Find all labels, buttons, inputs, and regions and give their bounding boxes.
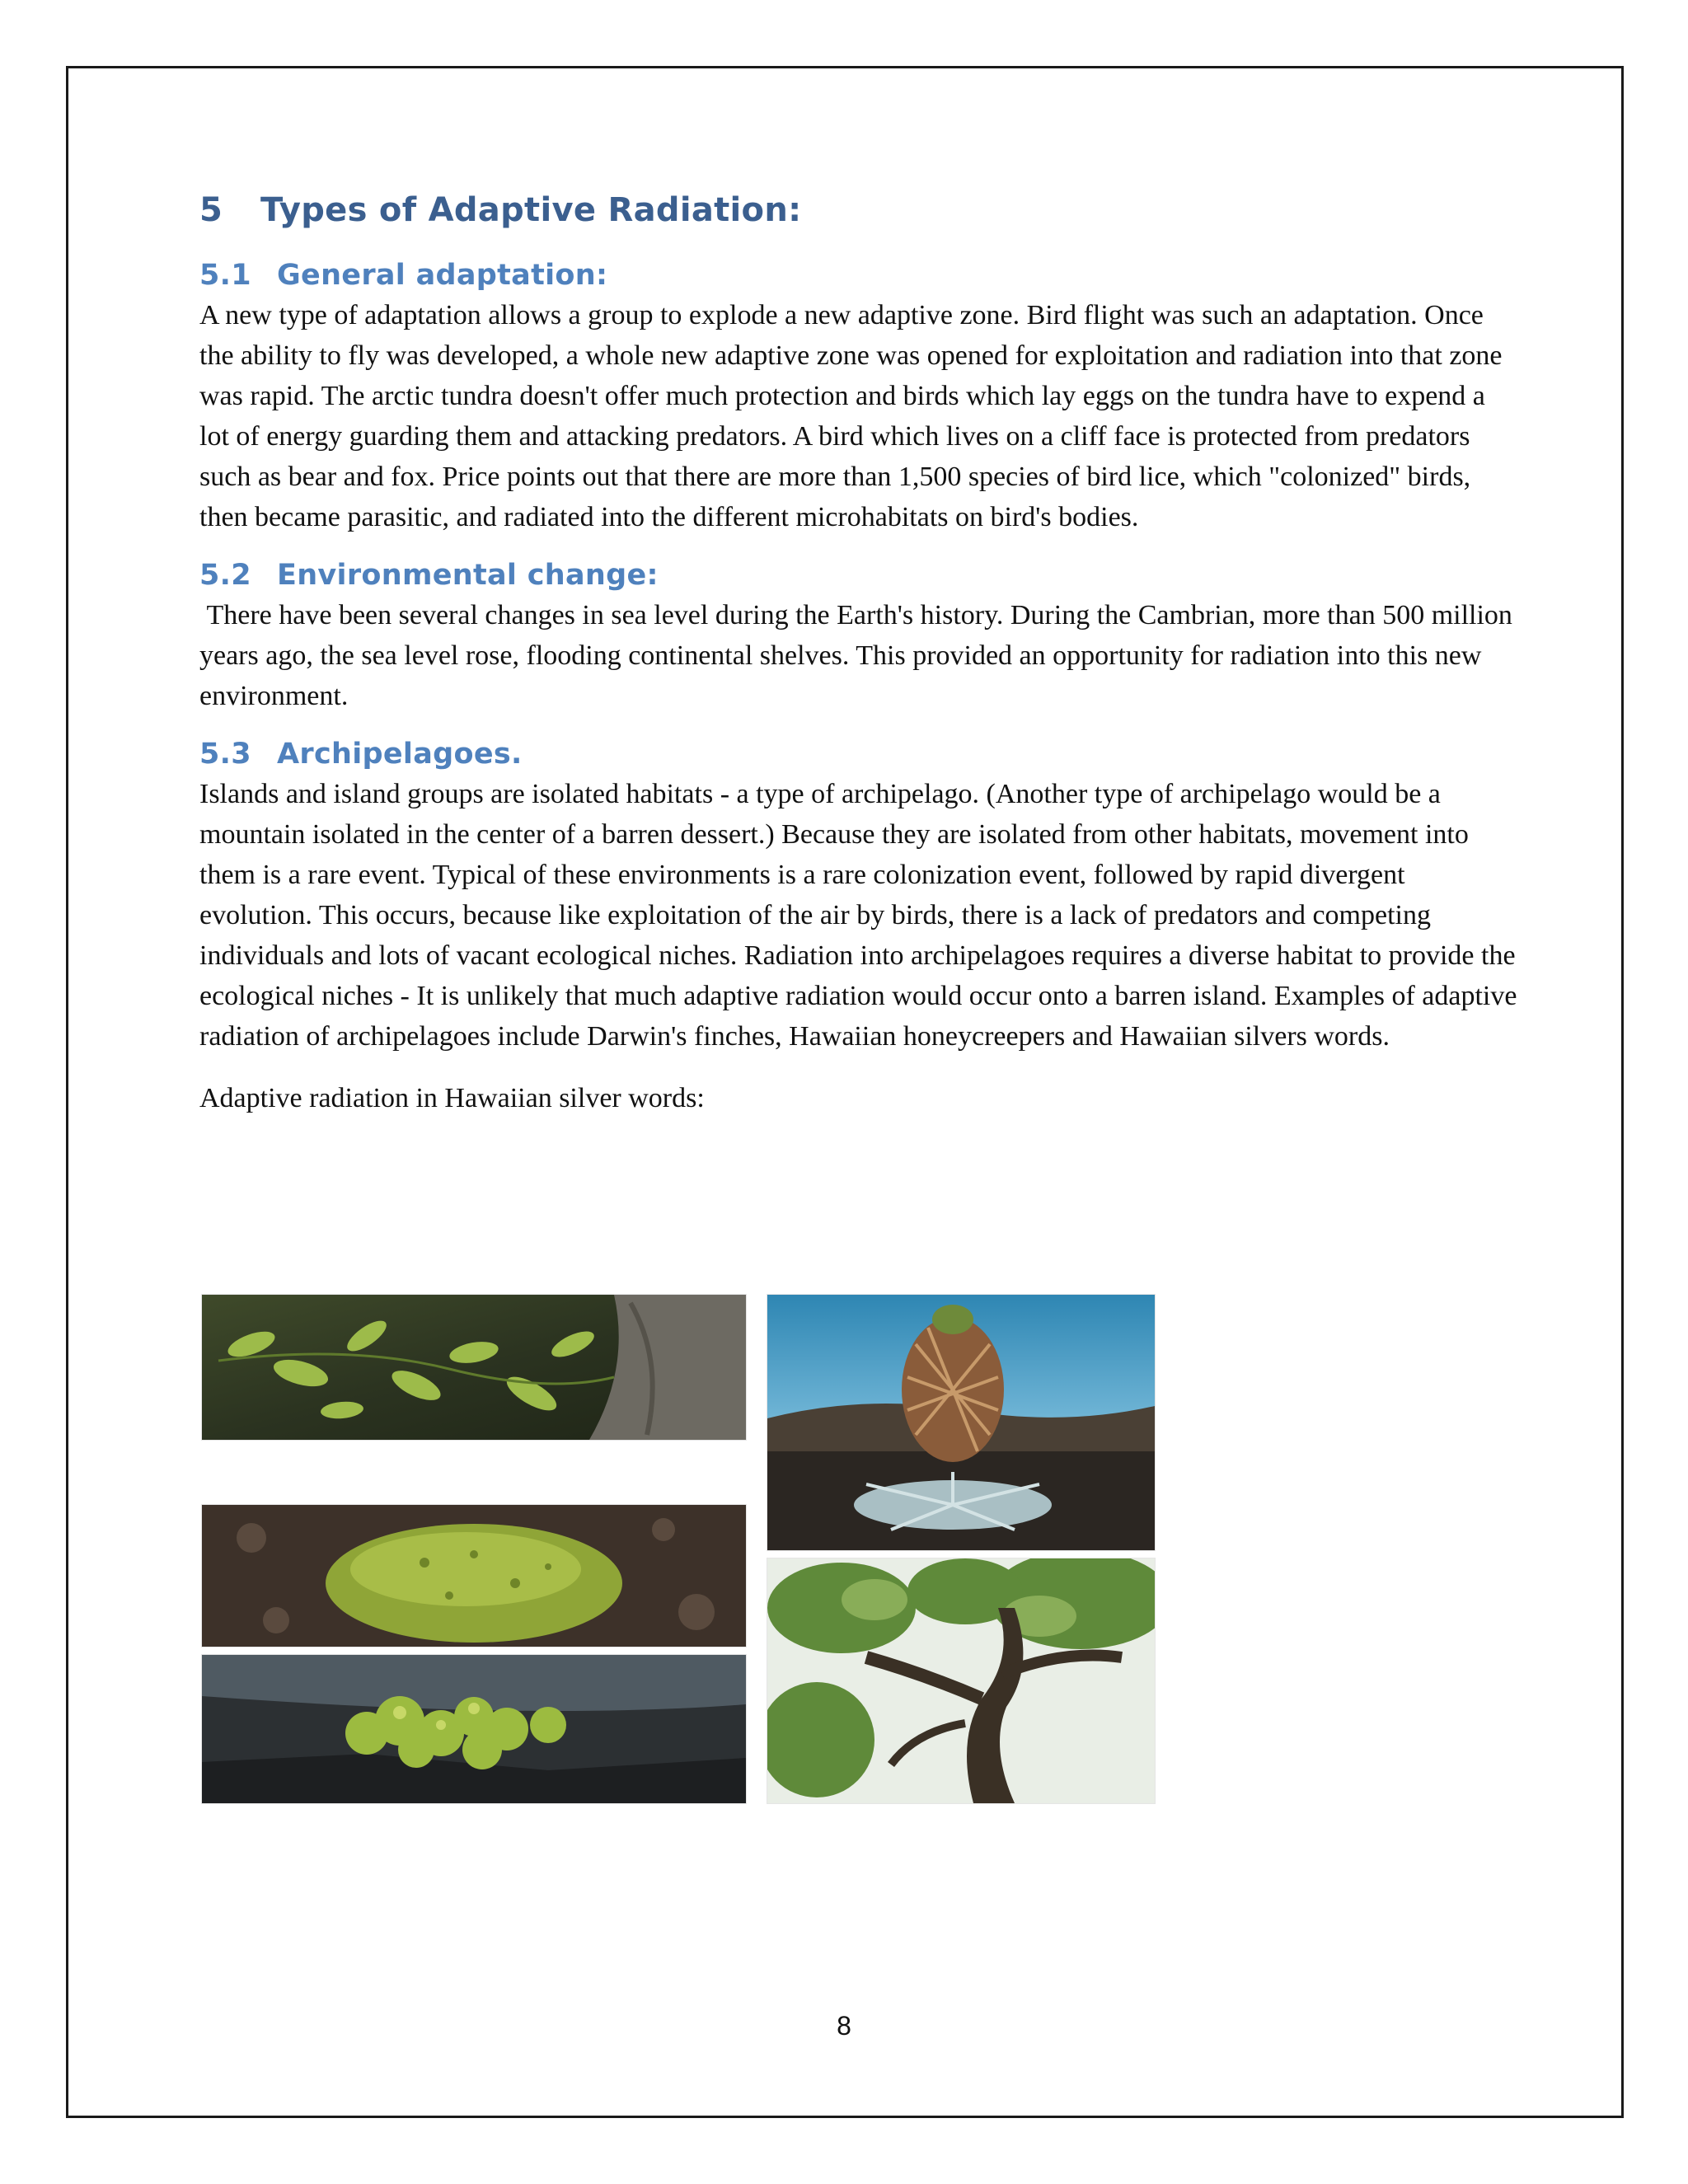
paragraph-archipelagoes: Islands and island groups are isolated habitats - a type of archipelago. (Another type of archipelago would be a mountain isolated in the center of a barren dessert.) Because they are isolated from other habitats, movement into them is a rare event. Typical of these environments is a rare colonization event, followed by rapid divergent evolution. This occurs, because like exploitation of the air by birds, there is a lack of predators and competing individuals and lots of vacant ecological niches. Radiation into archipelagoes requires a diverse habitat to provide the ecological niches - It is unlikely that much adaptive radiation would occur onto a barren island. Examples of adaptive radiation of archipelagoes include Darwin's finches, Hawaiian honeycreepers and Hawaiian silvers words. — [199, 779, 1517, 1052]
photo-cushion-shrub — [201, 1504, 747, 1647]
photo-collage — [201, 1294, 1157, 1817]
page-content — [199, 191, 1518, 1140]
paragraph-environmental-change: There have been several changes in sea level during the Earth's history. During the Cambrian, more than 500 million years ago, the sea level rose, flooding continental shelves. This provided an opportunity for radiation into this new environment. — [199, 600, 1520, 711]
photo-gnarled-tree — [767, 1558, 1156, 1804]
section-number: 5 — [199, 191, 223, 229]
section-heading — [199, 191, 1518, 229]
subsection-title: General adaptation: — [277, 259, 608, 292]
section-title: Types of Adaptive Radiation: — [260, 191, 802, 229]
subsection-heading-general-adaptation — [199, 259, 1518, 292]
subsection-number: 5.3 — [199, 738, 251, 771]
photo-silversword-stalk — [767, 1294, 1156, 1551]
subsection-heading-archipelagoes — [199, 738, 1518, 771]
subsection-title: Archipelagoes. — [277, 738, 523, 771]
photo-vine-leaves — [201, 1294, 747, 1441]
figure-caption: Adaptive radiation in Hawaiian silver words: — [199, 1083, 705, 1113]
paragraph-general-adaptation: A new type of adaptation allows a group to explode a new adaptive zone. Bird flight was such an adaptation. Once the ability to fly was developed, a whole new adaptive zone was opened for exploitation and radiation into that zone was rapid. The arctic tundra doesn't offer much protection and birds which lay eggs on the tundra have to expend a lot of energy guarding them and attacking predators. A bird which lives on a cliff face is protected from predators such as bear and fox. Price points out that there are more than 1,500 species of bird lice, which "colonized" birds, then became parasitic, and radiated into the different microhabitats on bird's bodies. — [199, 300, 1503, 532]
subsection-number: 5.1 — [199, 259, 251, 292]
photo-lava-shrub — [201, 1654, 747, 1804]
subsection-heading-environmental-change — [199, 559, 1518, 592]
subsection-number: 5.2 — [199, 559, 251, 592]
subsection-title: Environmental change: — [277, 559, 659, 592]
page-number: 8 — [837, 2011, 851, 2041]
